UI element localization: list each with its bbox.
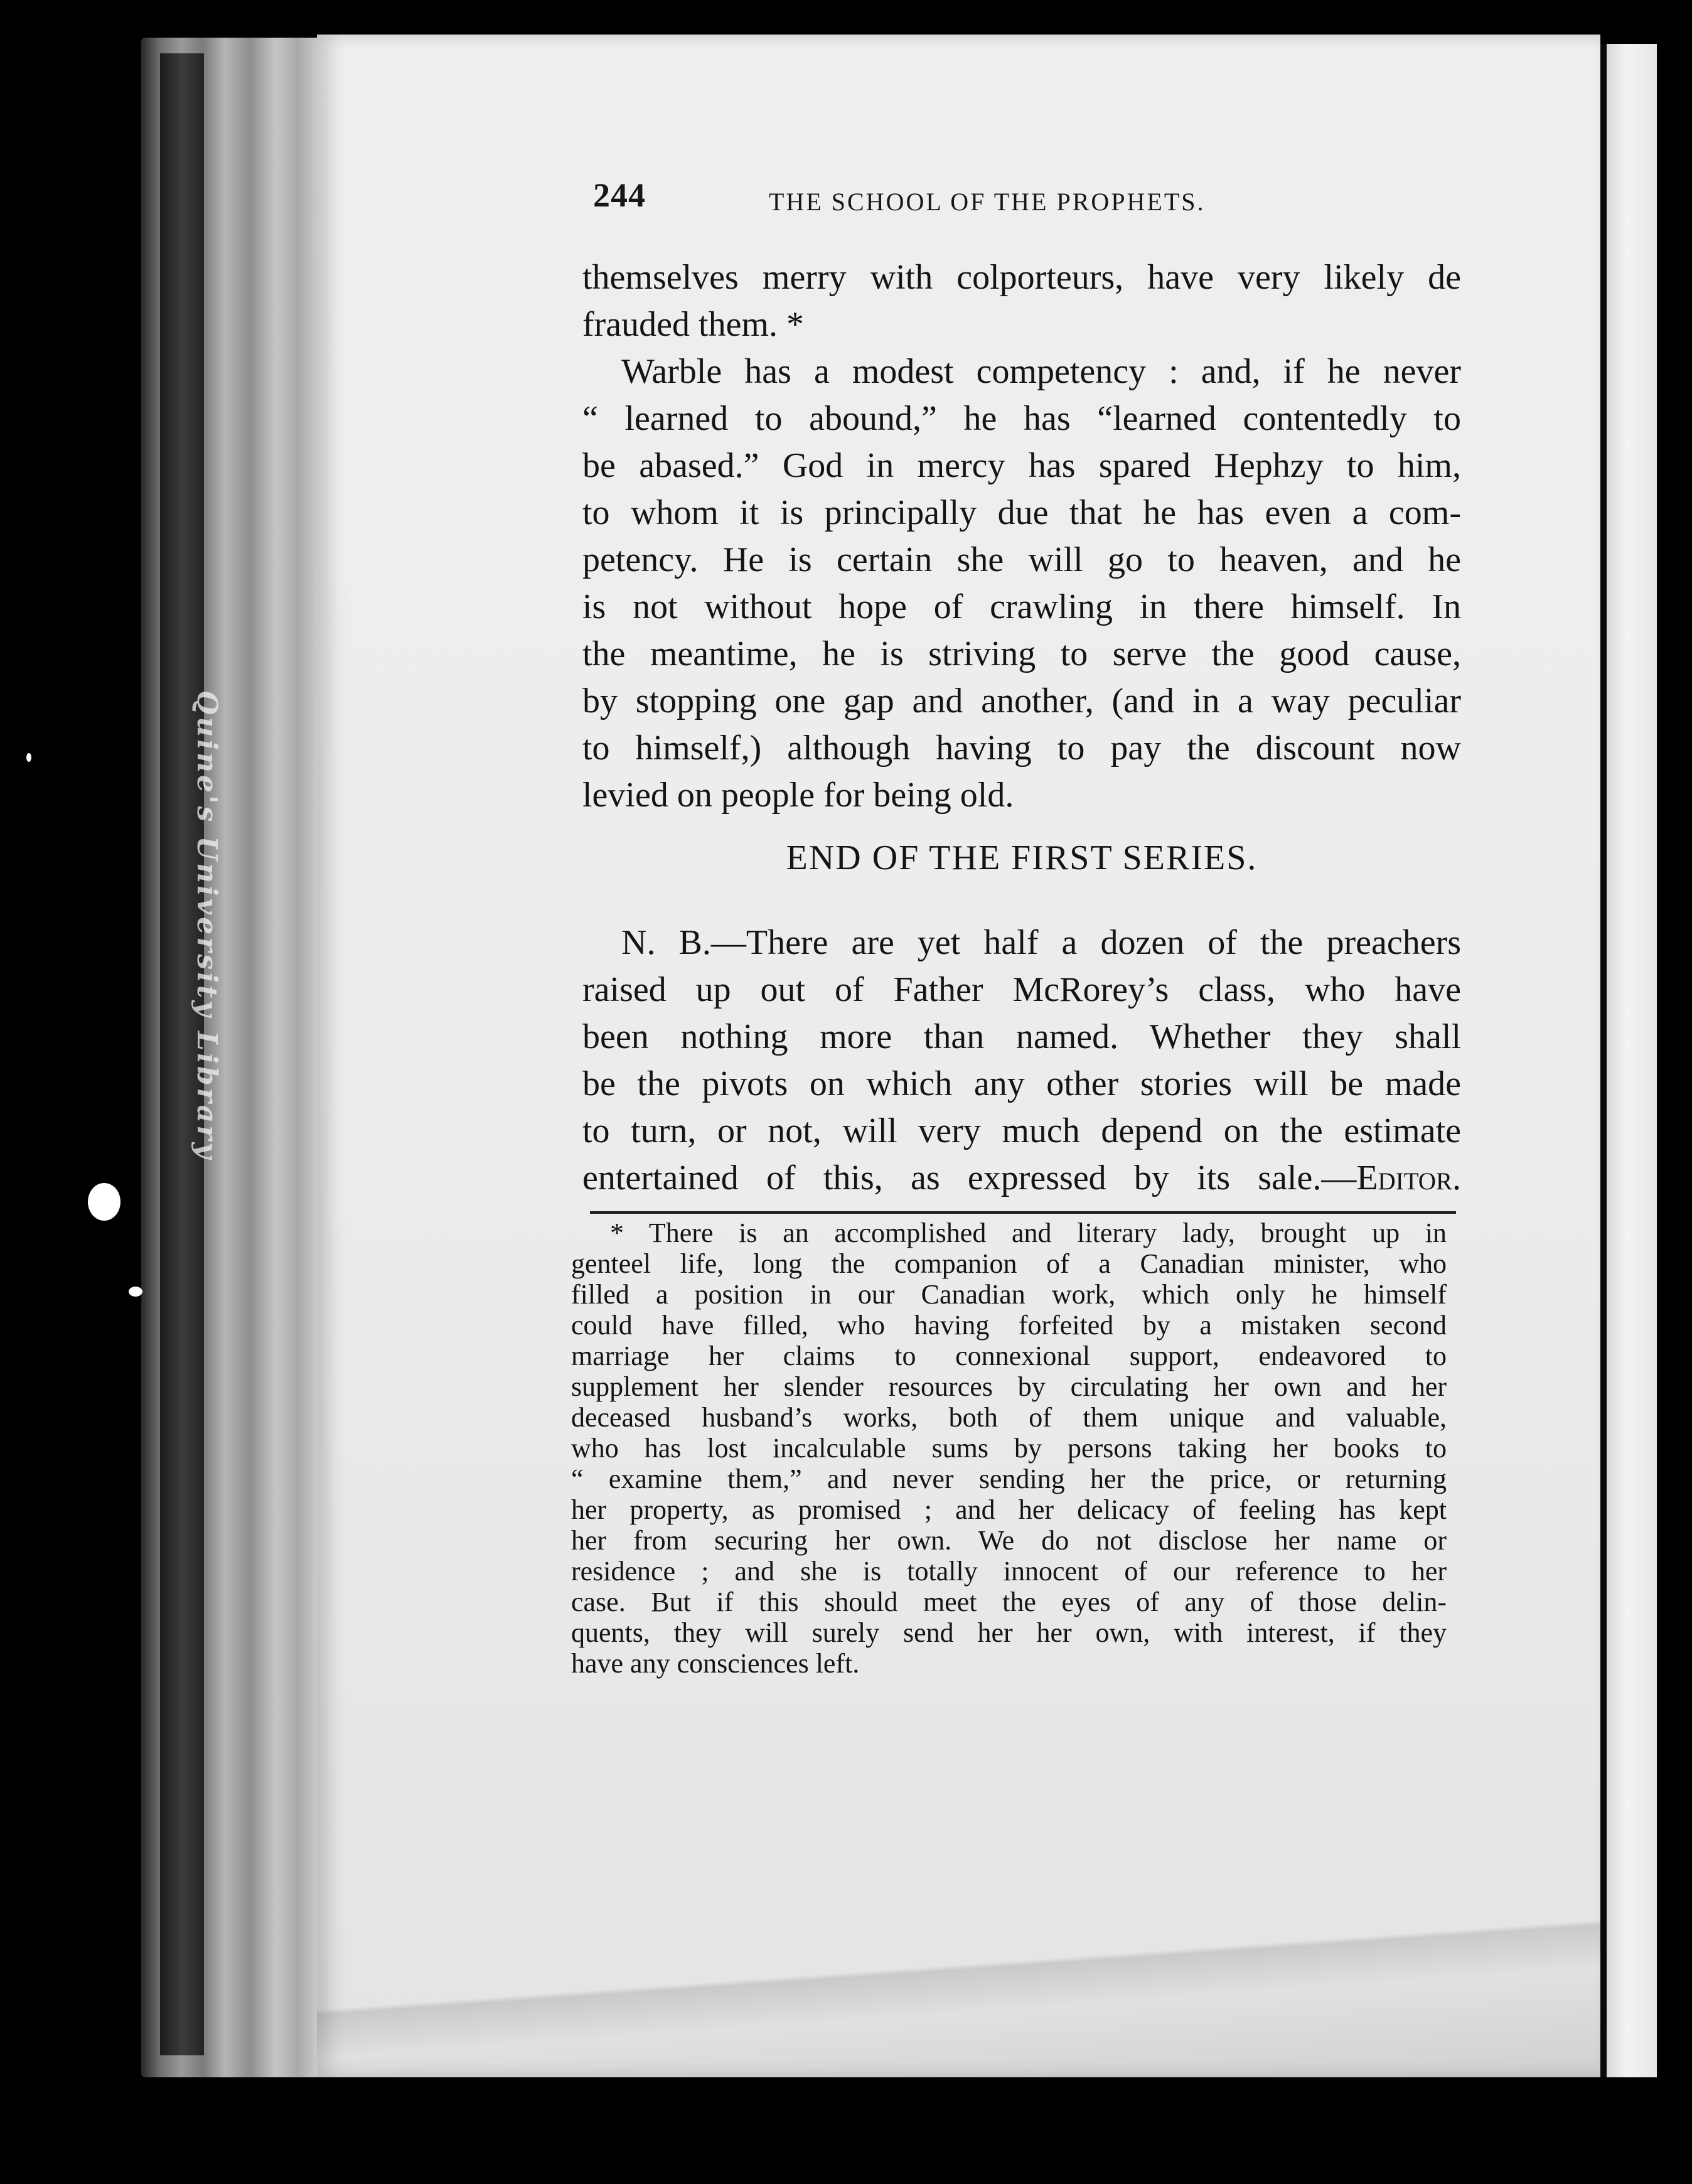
text-line: themselves merry with colporteurs, have very likely de (582, 258, 1461, 297)
footnote (571, 1218, 1447, 1679)
footnote-line: could have filled, who having forfeited by a mistaken second (571, 1310, 1447, 1341)
paper-speck (129, 1287, 142, 1297)
running-title: THE SCHOOL OF THE PROPHETS. (769, 188, 1206, 216)
footnote-line: who has lost incalculable sums by persons taking her books to (571, 1433, 1447, 1464)
footnote-line: “ examine them,” and never sending her the price, or returning (571, 1464, 1447, 1494)
footnote-line: her property, as promised ; and her delicacy of feeling has kept (571, 1494, 1447, 1525)
footnote-line: genteel life, long the companion of a Canadian minister, who (571, 1248, 1447, 1279)
text-line: entertained of this, as expressed by its sale.— (582, 1159, 1357, 1197)
paper-speck (26, 753, 31, 762)
editor-signature: Editor. (1356, 1159, 1461, 1197)
footnote-line: her from securing her own. We do not disclose her name or (571, 1525, 1447, 1556)
text-line: been nothing more than named. Whether they shall (582, 1017, 1461, 1056)
text-line: is not without hope of crawling in there himself. In (582, 587, 1461, 626)
page-number: 244 (593, 176, 646, 214)
text-line-signed (582, 1155, 1461, 1202)
library-stamp: Quine's University Library (191, 690, 223, 1161)
text-line: to turn, or not, will very much depend on the estimate (582, 1111, 1461, 1150)
paper-speck (88, 1183, 120, 1221)
text-line: N. B.—There are yet half a dozen of the preachers (621, 923, 1461, 962)
footnote-line: deceased husband’s works, both of them unique and valuable, (571, 1402, 1447, 1433)
text-line: “ learned to abound,” he has “learned contentedly to (582, 399, 1461, 438)
page-bottom-fold (317, 1895, 1600, 2077)
text-line: frauded them. * (582, 305, 804, 344)
text-line: the meantime, he is striving to serve the good cause, (582, 634, 1461, 673)
running-head (593, 176, 1296, 226)
nb-text (582, 919, 1461, 1202)
footnote-line: supplement her slender resources by circulating her own and her (571, 1371, 1447, 1402)
footnote-line: filled a position in our Canadian work, which only he himself (571, 1279, 1447, 1310)
section-heading: END OF THE FIRST SERIES. (786, 838, 1258, 877)
text-line: petency. He is certain she will go to heaven, and he (582, 540, 1461, 579)
footnote-line: quents, they will surely send her her own, with interest, if they (571, 1617, 1447, 1648)
footnote-line: case. But if this should meet the eyes of any of those delin- (571, 1587, 1447, 1617)
text-line: to himself,) although having to pay the discount now (582, 729, 1461, 768)
next-page-edge (1607, 44, 1657, 2077)
footnote-line: marriage her claims to connexional support, endeavored to (571, 1341, 1447, 1371)
footnote-line: residence ; and she is totally innocent of our reference to her (571, 1556, 1447, 1587)
footnote-line: * There is an accomplished and literary lady, brought up in (610, 1218, 1447, 1248)
footnote-line: have any consciences left. (571, 1648, 860, 1679)
text-line: to whom it is principally due that he has even a com- (582, 493, 1461, 532)
text-line: raised up out of Father McRorey’s class, who have (582, 970, 1461, 1009)
text-line: be abased.” God in mercy has spared Hephzy to him, (582, 446, 1461, 485)
text-line: levied on people for being old. (582, 776, 1014, 815)
main-text (582, 254, 1461, 819)
text-line: be the pivots on which any other stories will be made (582, 1064, 1461, 1103)
footnote-rule (590, 1211, 1456, 1214)
text-line: by stopping one gap and another, (and in a way peculiar (582, 682, 1461, 720)
text-line: Warble has a modest competency : and, if he never (621, 352, 1461, 391)
